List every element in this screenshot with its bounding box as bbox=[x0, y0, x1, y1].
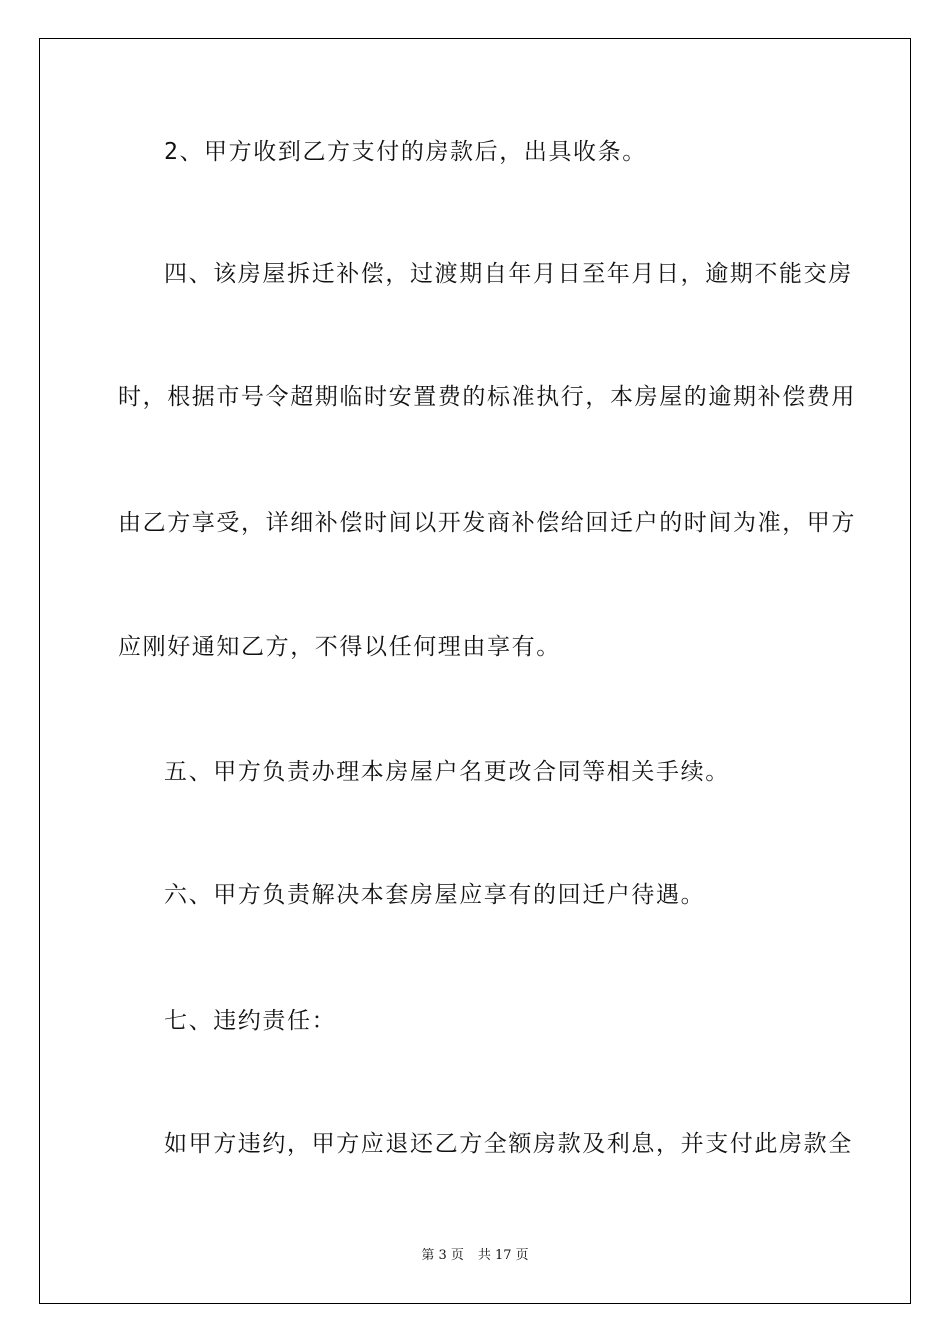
total-pages: 共 17 页 bbox=[477, 1248, 529, 1263]
paragraph-line: 七、违约责任： bbox=[164, 1008, 337, 1034]
page-number: 第 3 页 bbox=[421, 1248, 464, 1263]
paragraph-line: 四、该房屋拆迁补偿，过渡期自年月日至年月日，逾期不能交房 bbox=[164, 261, 853, 287]
paragraph-line: 应刚好通知乙方，不得以任何理由享有。 bbox=[118, 634, 561, 660]
paragraph-line: 如甲方违约，甲方应退还乙方全额房款及利息，并支付此房款全 bbox=[164, 1131, 853, 1157]
paragraph-line: 六、甲方负责解决本套房屋应享有的回迁户待遇。 bbox=[164, 882, 706, 908]
paragraph-line: 时，根据市号令超期临时安置费的标准执行，本房屋的逾期补偿费用 bbox=[118, 384, 856, 410]
page-footer bbox=[0, 1244, 950, 1263]
paragraph-line: 2、甲方收到乙方支付的房款后，出具收条。 bbox=[164, 139, 647, 165]
paragraph-line: 由乙方享受，详细补偿时间以开发商补偿给回迁户的时间为准，甲方 bbox=[118, 510, 856, 536]
page-border bbox=[39, 38, 911, 1304]
paragraph-line: 五、甲方负责办理本房屋户名更改合同等相关手续。 bbox=[164, 759, 730, 785]
